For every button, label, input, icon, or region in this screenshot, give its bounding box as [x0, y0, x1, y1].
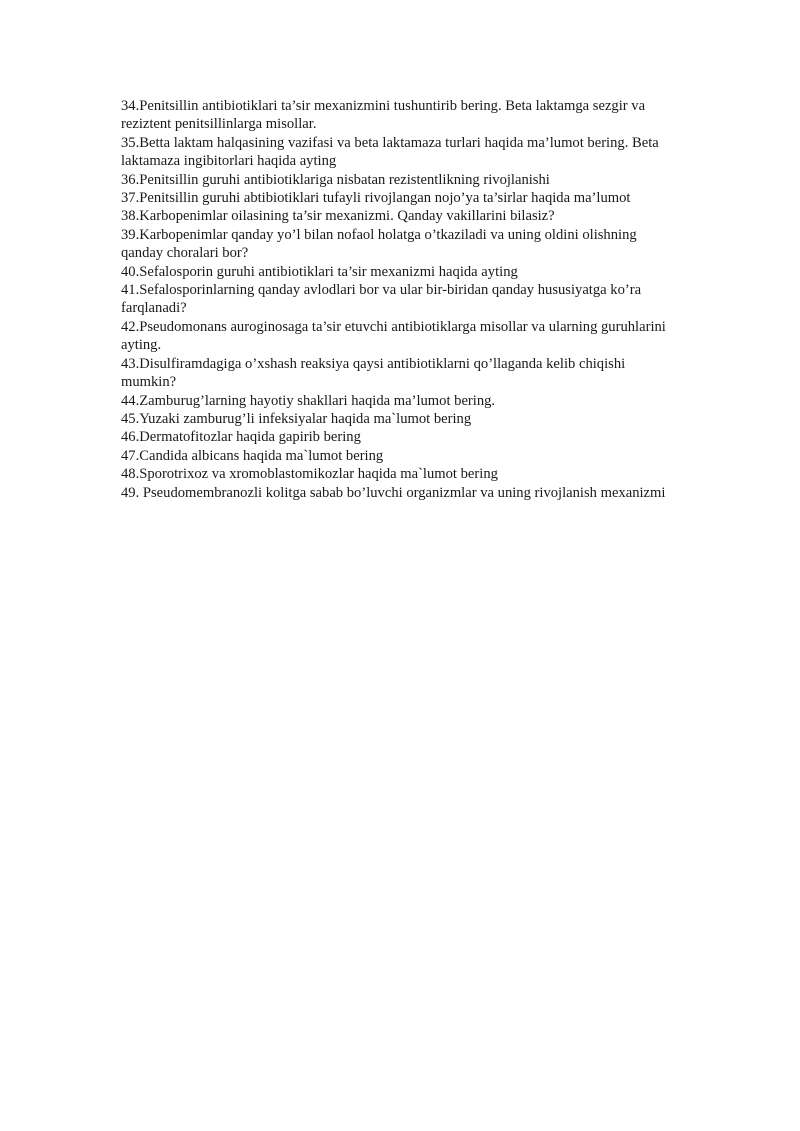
question-item: 45.Yuzaki zamburug’li infeksiyalar haqida ma`lumot bering: [121, 410, 472, 427]
question-item: 42.Pseudomonans auroginosaga ta’sir etuvchi antibiotiklarga misollar va ularning guruhlarini ayting.: [121, 318, 666, 354]
question-item: 38.Karbopenimlar oilasining ta’sir mexanizmi. Qanday vakillarini bilasiz?: [121, 208, 555, 225]
question-item: 34.Penitsillin antibiotiklari ta’sir mexanizmini tushuntirib bering. Beta laktamga sezgir va reziztent penitsillinlarga misollar.: [121, 98, 646, 133]
question-item: 49. Pseudomembranozli kolitga sabab bo’luvchi organizmlar va uning rivojlanish mexanizmi: [121, 484, 666, 501]
question-item: 40.Sefalosporin guruhi antibiotiklari ta’sir mexanizmi haqida ayting: [121, 263, 518, 280]
question-item: 35.Betta laktam halqasining vazifasi va beta laktamaza turlari haqida ma’lumot bering. Beta laktamaza ingibitorlari haqida ayting: [121, 134, 659, 170]
question-list: [121, 97, 681, 502]
question-item: 46.Dermatofitozlar haqida gapirib bering: [121, 429, 361, 446]
question-item: 44.Zamburug’larning hayotiy shakllari haqida ma’lumot bering.: [121, 392, 496, 409]
question-item: 39.Karbopenimlar qanday yo’l bilan nofaol holatga o’tkaziladi va uning oldini olishning qanday choralari bor?: [121, 226, 637, 262]
question-item: 37.Penitsillin guruhi abtibiotiklari tufayli rivojlangan nojo’ya ta’sirlar haqida ma’lumot: [121, 190, 631, 207]
question-item: 41.Sefalosporinlarning qanday avlodlari bor va ular bir-biridan qanday hususiyatga ko’ra farqlanadi?: [121, 282, 642, 317]
question-item: 43.Disulfiramdagiga o’xshash reaksiya qaysi antibiotiklarni qo’llaganda kelib chiqishi mumkin?: [121, 355, 626, 391]
question-item: 36.Penitsillin guruhi antibiotiklariga nisbatan rezistentlikning rivojlanishi: [121, 171, 550, 188]
question-item: 48.Sporotrixoz va xromoblastomikozlar haqida ma`lumot bering: [121, 466, 498, 483]
question-item: 47.Candida albicans haqida ma`lumot bering: [121, 447, 384, 464]
